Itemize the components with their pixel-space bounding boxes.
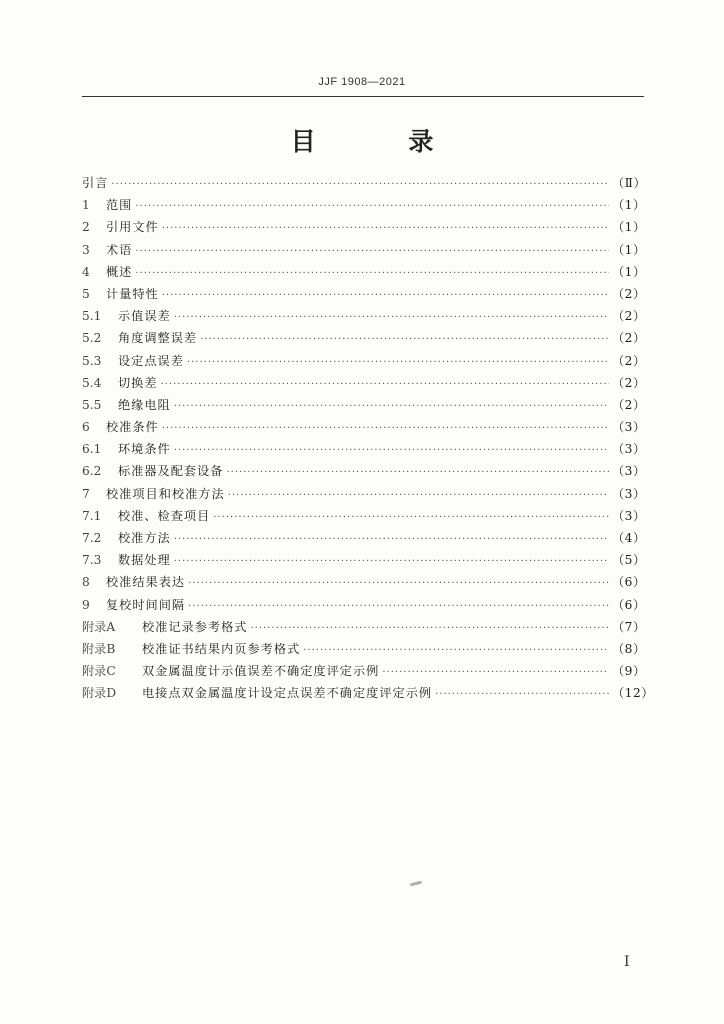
toc-entry-page: （6）	[612, 575, 646, 590]
toc-entry-6-1[interactable]	[82, 438, 644, 460]
toc-leader-dots	[135, 196, 609, 218]
toc-entry-page: （2）	[612, 331, 646, 346]
toc-leader-dots	[303, 640, 609, 662]
toc-entry-7-1[interactable]	[82, 505, 644, 527]
toc-entry-number: 6.1	[82, 442, 102, 457]
toc-entry-8[interactable]	[82, 571, 644, 593]
toc-entry-title: 校准项目和校准方法	[106, 486, 225, 501]
toc-leader-dots	[174, 529, 609, 551]
toc-leader-dots	[162, 418, 609, 440]
toc-entry-page: （9）	[612, 664, 646, 679]
toc-entry-number: 1	[82, 198, 90, 213]
toc-leader-dots	[187, 352, 609, 374]
toc-entry-5-2[interactable]	[82, 327, 644, 349]
toc-entry-title: 概述	[106, 264, 133, 279]
toc-entry-number: 5.4	[82, 375, 102, 390]
toc-entry-page: （3）	[612, 508, 646, 523]
toc-entry-number: 7.2	[82, 531, 102, 545]
toc-leader-dots	[162, 285, 609, 307]
toc-entry-number: 附录C	[82, 664, 116, 679]
toc-entry-3[interactable]	[82, 239, 644, 261]
toc-entry-7-3[interactable]	[82, 549, 644, 571]
toc-entry-number: 附录B	[82, 641, 116, 656]
toc-list	[82, 172, 654, 705]
toc-entry-page: （7）	[612, 619, 646, 634]
toc-entry-number: 5.1	[82, 309, 102, 324]
toc-entry-title: 电接点双金属温度计设定点误差不确定度评定示例	[142, 686, 433, 701]
header-rule	[82, 96, 644, 97]
toc-entry-number: 9	[82, 597, 90, 612]
toc-entry-number: 附录A	[82, 619, 116, 634]
toc-leader-dots	[228, 485, 609, 507]
page-number: I	[624, 954, 630, 970]
toc-entry-page: （6）	[612, 597, 646, 612]
toc-leader-dots	[227, 462, 610, 484]
scan-artifact	[410, 881, 422, 887]
toc-entry-title: 引用文件	[106, 220, 159, 235]
toc-leader-dots	[161, 374, 609, 396]
toc-entry-page: （2）	[612, 286, 646, 301]
toc-entry-number: 8	[82, 575, 90, 590]
standard-code-header: JJF 1908—2021	[318, 76, 406, 88]
toc-entry-appendix-b[interactable]	[82, 638, 644, 660]
toc-entry-title: 设定点误差	[118, 353, 184, 368]
toc-leader-dots	[174, 551, 609, 573]
toc-entry-number: 7	[82, 486, 90, 501]
toc-entry-page: （3）	[612, 486, 646, 501]
toc-entry-title: 引言	[82, 176, 109, 190]
toc-entry-title: 绝缘电阻	[118, 397, 171, 412]
toc-entry-5[interactable]	[82, 283, 644, 305]
toc-entry-title: 校准条件	[106, 420, 159, 435]
toc-entry-5-4[interactable]	[82, 372, 644, 394]
toc-title: 目 录	[290, 127, 476, 156]
toc-entry-page: （2）	[612, 309, 646, 324]
toc-entry-2[interactable]	[82, 216, 644, 238]
toc-entry-title: 环境条件	[118, 442, 171, 457]
toc-entry-number: 7.1	[82, 508, 102, 523]
toc-entry-6-2[interactable]	[82, 460, 644, 482]
toc-entry-title: 角度调整误差	[118, 331, 198, 346]
toc-entry-5-1[interactable]	[82, 305, 644, 327]
toc-leader-dots	[188, 596, 609, 618]
toc-entry-page: （1）	[612, 198, 646, 213]
toc-entry-title: 校准结果表达	[106, 575, 186, 590]
toc-entry-7-2[interactable]	[82, 527, 644, 549]
toc-leader-dots	[135, 241, 609, 263]
toc-entry-number: 6.2	[82, 464, 102, 479]
toc-entry-appendix-c[interactable]	[82, 660, 644, 682]
toc-entry-title: 范围	[106, 198, 133, 213]
toc-entry-page: （8）	[612, 641, 646, 656]
toc-entry-page: （1）	[612, 264, 646, 279]
toc-entry-4[interactable]	[82, 261, 644, 283]
toc-entry-title: 标准器及配套设备	[118, 464, 224, 479]
toc-entry-intro[interactable]	[82, 172, 647, 194]
toc-entry-number: 5.2	[82, 331, 102, 346]
toc-entry-1[interactable]	[82, 194, 644, 216]
toc-entry-title: 双金属温度计示值误差不确定度评定示例	[142, 664, 380, 679]
toc-leader-dots	[188, 573, 609, 595]
toc-entry-page: （3）	[612, 442, 646, 457]
toc-entry-title: 校准记录参考格式	[142, 619, 248, 634]
toc-entry-number: 5.3	[82, 353, 102, 368]
toc-leader-dots	[174, 307, 609, 329]
toc-entry-page: （2）	[612, 353, 646, 368]
toc-entry-page: （2）	[612, 397, 646, 412]
toc-entry-title: 切换差	[118, 375, 158, 390]
toc-leader-dots	[174, 440, 609, 462]
toc-leader-dots	[111, 174, 609, 196]
toc-entry-title: 校准方法	[118, 531, 171, 545]
toc-entry-6[interactable]	[82, 416, 644, 438]
toc-entry-9[interactable]	[82, 594, 644, 616]
toc-entry-7[interactable]	[82, 483, 644, 505]
toc-leader-dots	[213, 507, 609, 529]
toc-entry-number: 5.5	[82, 397, 102, 412]
toc-entry-title: 示值误差	[118, 309, 171, 324]
toc-leader-dots	[174, 396, 609, 418]
toc-leader-dots	[135, 263, 609, 285]
toc-entry-title: 数据处理	[118, 553, 171, 568]
toc-entry-5-3[interactable]	[82, 350, 644, 372]
toc-entry-page: （12）	[612, 686, 654, 701]
toc-entry-number: 7.3	[82, 553, 102, 568]
toc-leader-dots	[200, 329, 609, 351]
toc-entry-page: （Ⅱ）	[612, 176, 647, 190]
toc-entry-title: 术语	[106, 242, 133, 257]
toc-entry-title: 复校时间间隔	[106, 597, 186, 612]
toc-leader-dots	[382, 662, 609, 684]
toc-entry-title: 校准证书结果内页参考格式	[142, 641, 301, 656]
toc-leader-dots	[162, 218, 609, 240]
toc-leader-dots	[251, 618, 610, 640]
toc-entry-page: （4）	[612, 531, 646, 545]
toc-entry-title: 校准、检查项目	[118, 508, 211, 523]
toc-entry-appendix-d[interactable]	[82, 682, 654, 704]
toc-leader-dots	[435, 684, 609, 706]
toc-entry-page: （3）	[612, 464, 646, 479]
toc-entry-number: 3	[82, 242, 90, 257]
toc-entry-number: 6	[82, 420, 90, 435]
toc-entry-number: 5	[82, 286, 90, 301]
toc-entry-number: 4	[82, 264, 90, 279]
toc-entry-5-5[interactable]	[82, 394, 644, 416]
toc-entry-page: （1）	[612, 242, 646, 257]
toc-entry-title: 计量特性	[106, 286, 159, 301]
toc-entry-page: （5）	[612, 553, 646, 568]
toc-entry-page: （1）	[612, 220, 646, 235]
toc-entry-number: 2	[82, 220, 90, 235]
toc-entry-appendix-a[interactable]	[82, 616, 644, 638]
toc-entry-page: （3）	[612, 420, 646, 435]
toc-entry-number: 附录D	[82, 686, 117, 701]
toc-entry-page: （2）	[612, 375, 646, 390]
